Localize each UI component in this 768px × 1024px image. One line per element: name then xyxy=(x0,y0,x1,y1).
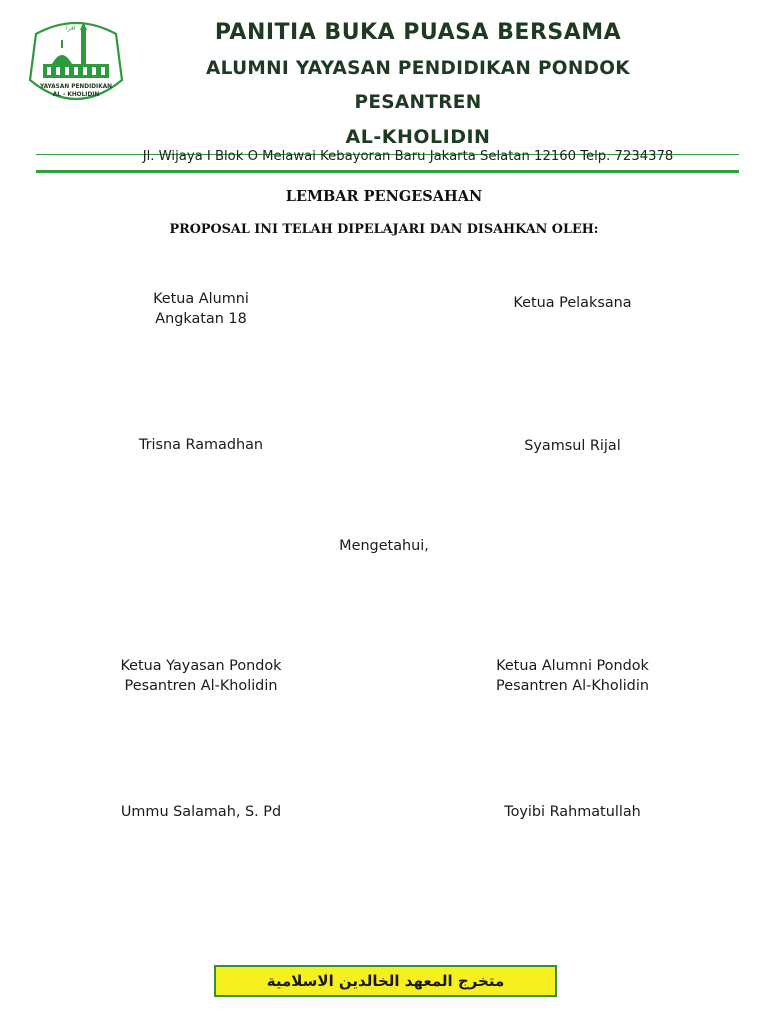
signature-left-bottom-name: Ummu Salamah, S. Pd xyxy=(120,804,282,820)
footer-arabic-text: متخرج المعهد الخالدين الاسلامية xyxy=(266,972,505,990)
role-line: Pesantren Al-Kholidin xyxy=(124,678,278,694)
letterhead-title-line1: PANITIA BUKA PUASA BERSAMA xyxy=(214,20,622,45)
letterhead-title-line3: PESANTREN xyxy=(354,92,482,113)
role-line: Pesantren Al-Kholidin xyxy=(496,678,649,694)
signature-right-bottom-role xyxy=(470,656,675,696)
role-line: Ketua Pelaksana xyxy=(513,295,632,311)
signature-right-bottom-name: Toyibi Rahmatullah xyxy=(504,804,641,820)
signature-left-top-name: Trisna Ramadhan xyxy=(138,437,264,453)
signature-right-top-name: Syamsul Rijal xyxy=(524,438,621,454)
acknowledged-label: Mengetahui, xyxy=(339,538,429,554)
document-subtitle: PROPOSAL INI TELAH DIPELAJARI DAN DISAHKAN OLEH: xyxy=(169,222,599,237)
letterhead-address: Jl. Wijaya I Blok O Melawai Kebayoran Baru Jakarta Selatan 12160 Telp. 7234378 xyxy=(142,149,674,164)
signature-left-top-role xyxy=(100,289,302,329)
letterhead-title-line2: ALUMNI YAYASAN PENDIDIKAN PONDOK xyxy=(206,58,630,79)
role-line: Ketua Yayasan Pondok xyxy=(120,658,282,674)
signature-left-bottom-role xyxy=(100,656,302,696)
role-line: Angkatan 18 xyxy=(155,311,247,327)
role-line: Ketua Alumni xyxy=(153,291,249,307)
letterhead-divider-thick xyxy=(36,170,739,173)
document-title: LEMBAR PENGESAHAN xyxy=(285,188,483,205)
footer-banner xyxy=(214,965,557,997)
role-line: Ketua Alumni Pondok xyxy=(496,658,649,674)
logo-caption-line1: YAYASAN PENDIDIKAN xyxy=(39,84,113,90)
signature-right-top-role xyxy=(470,293,675,313)
letterhead-title-line4: AL-KHOLIDIN xyxy=(345,126,491,148)
logo-top-text: اقرأ xyxy=(66,25,76,32)
logo-caption-line2: AL - KHOLIDIN xyxy=(52,92,100,98)
